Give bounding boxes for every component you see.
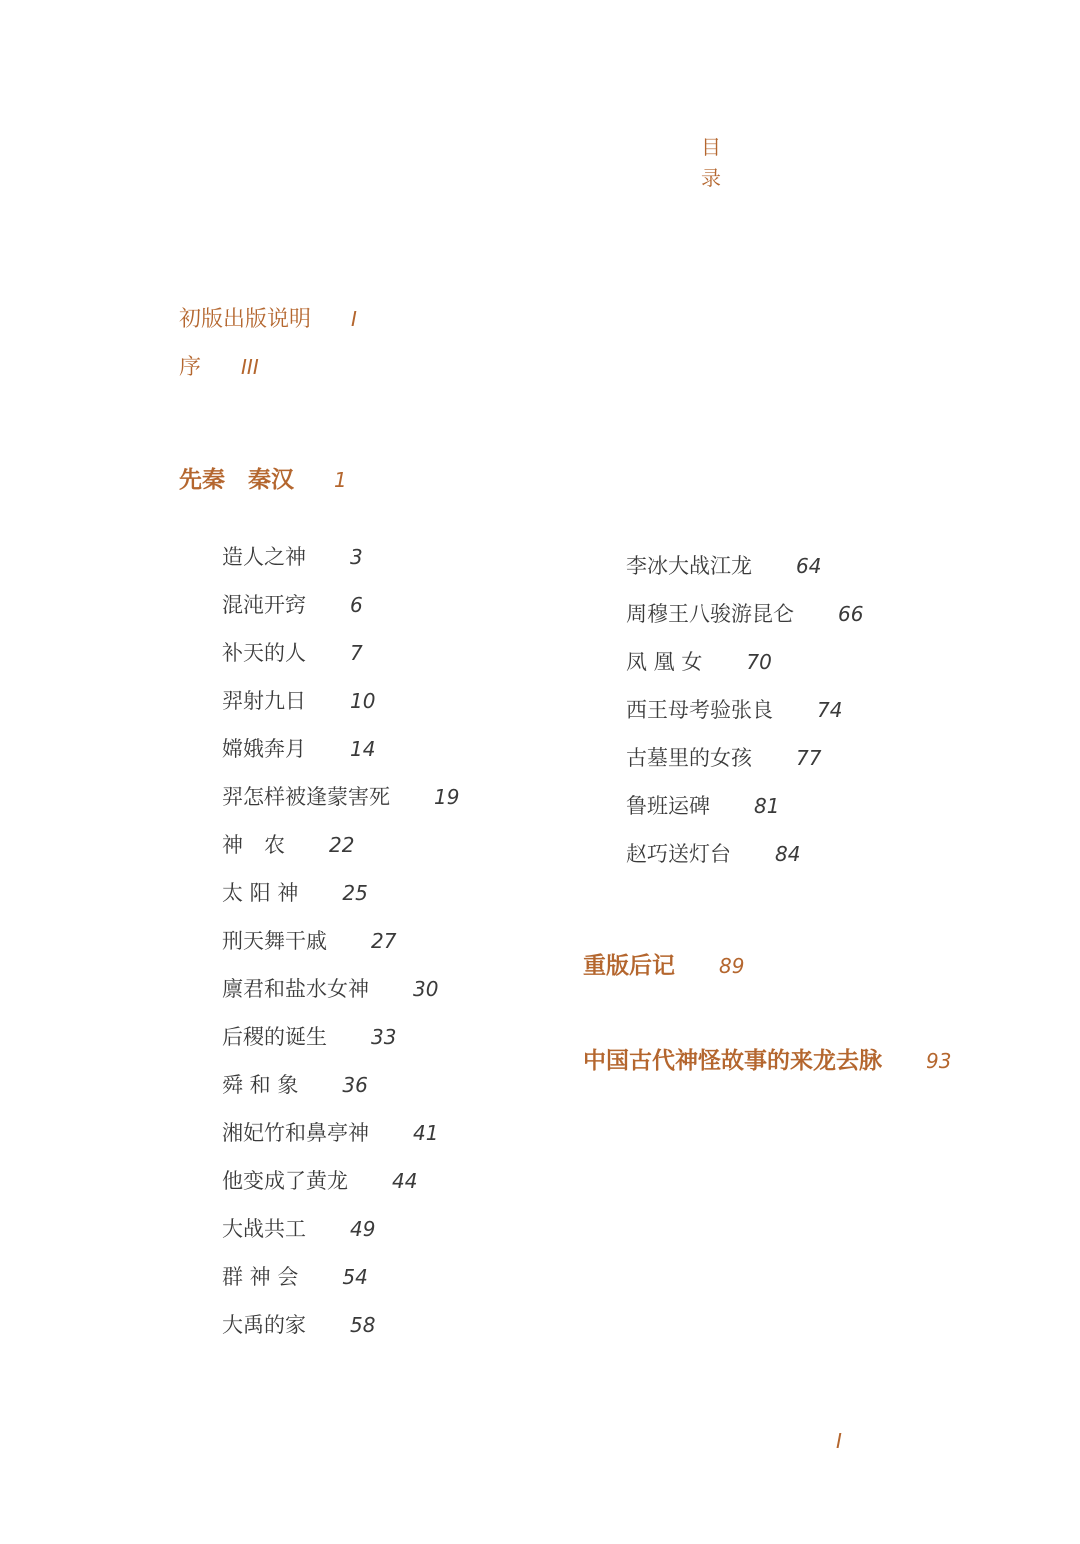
toc-entry[interactable] [626,792,779,820]
toc-entry-title: 群 神 会 [222,1265,299,1289]
toc-entry[interactable] [626,744,821,772]
page-title-char-2: 录 [701,166,721,190]
toc-entry[interactable] [626,600,863,628]
toc-entry-preface-note[interactable] [179,305,357,334]
toc-entry-page: 10 [350,689,376,713]
toc-entry-title: 补天的人 [222,641,306,665]
toc-entry-title: 混沌开窍 [222,593,306,617]
toc-entry[interactable] [626,840,800,868]
toc-entry-title: 古墓里的女孩 [626,746,752,770]
toc-entry[interactable] [222,1167,417,1195]
toc-entry[interactable] [222,543,363,571]
toc-entry-page: 30 [413,977,439,1001]
toc-entry[interactable] [222,831,354,859]
toc-entry-title: 舜 和 象 [222,1073,299,1097]
toc-entry[interactable] [222,1071,368,1099]
toc-entry[interactable] [222,1263,368,1291]
toc-entry-title: 刑天舞干戚 [222,929,327,953]
toc-entry[interactable] [222,879,368,907]
toc-entry-page: 3 [350,545,363,569]
toc-entry-page: 70 [746,650,772,674]
toc-entry-page: 27 [371,929,397,953]
toc-entry-title: 周穆王八骏游昆仑 [626,602,794,626]
toc-entry-page: 33 [371,1025,397,1049]
toc-entry-title: 初版出版说明 [179,307,312,332]
toc-section-title: 先秦 秦汉 [179,466,294,493]
page-folio: I [836,1429,842,1453]
toc-entry-title: 大战共工 [222,1217,306,1241]
toc-entry-title: 湘妃竹和鼻亭神 [222,1121,369,1145]
toc-entry-page: 74 [817,698,843,722]
toc-entry-page: 36 [342,1073,368,1097]
toc-entry-page: 89 [719,954,745,978]
toc-entry-title: 中国古代神怪故事的来龙去脉 [583,1047,882,1074]
toc-entry-title: 廪君和盐水女神 [222,977,369,1001]
toc-entry-page: 22 [329,833,355,857]
toc-entry-page: 7 [350,641,363,665]
toc-entry-title: 造人之神 [222,545,306,569]
toc-entry-title: 重版后记 [583,952,675,979]
toc-entry-title: 序 [179,355,202,380]
toc-entry[interactable] [222,1023,396,1051]
toc-entry[interactable] [626,648,772,676]
toc-entry-page: 64 [796,554,822,578]
toc-entry-title: 神 农 [222,833,285,857]
toc-entry-page: 6 [350,593,363,617]
toc-entry-page: 81 [754,794,780,818]
toc-entry-title: 后稷的诞生 [222,1025,327,1049]
toc-entry-title: 凤 凰 女 [626,650,703,674]
toc-entry-page: 77 [796,746,822,770]
toc-entry-title: 羿射九日 [222,689,306,713]
toc-entry-page: 66 [838,602,864,626]
toc-entry[interactable] [222,1311,375,1339]
toc-entry-page: 93 [926,1049,952,1073]
toc-entry-page: 49 [350,1217,376,1241]
toc-entry-page: 54 [342,1265,368,1289]
toc-entry[interactable] [222,1215,375,1243]
toc-entry[interactable] [222,735,375,763]
page-title-char-1: 目 [701,135,721,159]
toc-entry[interactable] [222,591,363,619]
toc-section-heading[interactable] [179,465,347,495]
toc-entry[interactable] [222,687,375,715]
toc-entry-title: 西王母考验张良 [626,698,773,722]
toc-entry[interactable] [222,639,363,667]
toc-entry-title: 李冰大战江龙 [626,554,752,578]
toc-entry-title: 大禹的家 [222,1313,306,1337]
toc-entry-page: 25 [342,881,368,905]
toc-section-page: 1 [334,468,347,492]
toc-entry[interactable] [222,975,438,1003]
toc-entry[interactable] [222,927,396,955]
toc-entry-page: 84 [775,842,801,866]
toc-entry-origins-essay[interactable] [583,1046,951,1076]
toc-entry-preface[interactable] [179,353,259,382]
toc-entry-afterword[interactable] [583,951,744,981]
toc-entry[interactable] [626,552,821,580]
toc-entry-title: 他变成了黄龙 [222,1169,348,1193]
toc-entry[interactable] [222,1119,438,1147]
toc-entry-title: 羿怎样被逢蒙害死 [222,785,390,809]
toc-entry-title: 鲁班运碑 [626,794,710,818]
toc-entry-title: 太 阳 神 [222,881,299,905]
toc-entry[interactable] [222,783,459,811]
toc-entry-title: 嫦娥奔月 [222,737,306,761]
toc-entry-page: 58 [350,1313,376,1337]
toc-entry-page: 19 [434,785,460,809]
toc-entry-title: 赵巧送灯台 [626,842,731,866]
toc-entry-page: 14 [350,737,376,761]
toc-entry-page: 41 [413,1121,439,1145]
toc-entry-page: III [241,355,259,379]
toc-entry[interactable] [626,696,842,724]
toc-entry-page: 44 [392,1169,418,1193]
toc-entry-page: I [351,307,357,331]
